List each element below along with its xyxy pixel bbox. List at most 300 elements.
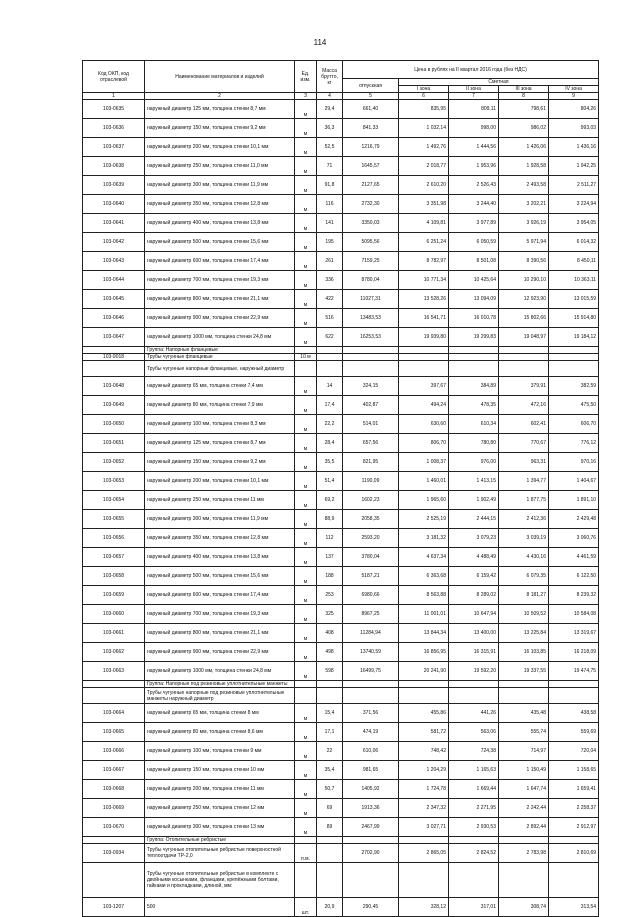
row-zone3-price: 8 181,27 [499, 586, 549, 605]
row-release-price: 661,40 [343, 100, 399, 119]
table-row [83, 723, 599, 742]
row-zone2-price: 3 244,40 [449, 195, 499, 214]
row-zone3-price: 16 103,85 [499, 643, 549, 662]
row-name: наружный диаметр 100 мм, толщина стенки 8,3 мм [145, 415, 295, 434]
row-code: 103-0668 [83, 780, 145, 799]
row-mass: 516 [317, 309, 343, 328]
row-unit: п.м. [295, 844, 317, 863]
row-release-price: 16253,53 [343, 328, 399, 347]
row-mass: 89 [317, 818, 343, 837]
empty-cell [343, 354, 399, 361]
table-row [83, 138, 599, 157]
row-zone3-price: 1 877,75 [499, 491, 549, 510]
row-zone2-price: 976,00 [449, 453, 499, 472]
header-unit: Ед. изм. [295, 61, 317, 93]
row-name: наружный диаметр 700 мм, толщина стенки 19,3 мм [145, 271, 295, 290]
row-zone2-price: 2 444,15 [449, 510, 499, 529]
row-code: 103-0651 [83, 434, 145, 453]
empty-cell [399, 863, 449, 898]
row-zone2-price: 563,06 [449, 723, 499, 742]
row-zone3-price: 3 039,19 [499, 529, 549, 548]
row-zone2-price: 13 094,09 [449, 290, 499, 309]
row-code: 103-0669 [83, 799, 145, 818]
row-zone1-price: 2 610,20 [399, 176, 449, 195]
row-zone4-price: 993,03 [549, 119, 599, 138]
group-row [83, 681, 599, 688]
row-name: наружный диаметр 500 мм, толщина стенки 15,6 мм [145, 567, 295, 586]
row-name: наружный диаметр 150 мм, толщина стенки 9,2 мм [145, 453, 295, 472]
empty-cell [83, 863, 145, 898]
table-body [83, 61, 599, 917]
row-description: Трубы чугунные напорные под резиновые уплотнительные манжеты наружный диаметр [145, 688, 295, 704]
table-row [83, 548, 599, 567]
row-name: наружный диаметр 800 мм, толщина стенки 21,1 мм [145, 290, 295, 309]
row-zone2-price: 1 413,15 [449, 472, 499, 491]
row-mass: 137 [317, 548, 343, 567]
row-code: 103-0644 [83, 271, 145, 290]
row-zone3-price: 12 923,90 [499, 290, 549, 309]
row-release-price: 6980,66 [343, 586, 399, 605]
empty-cell [499, 354, 549, 361]
table-row [83, 157, 599, 176]
row-name: наружный диаметр 400 мм, толщина стенки 13,8 мм [145, 214, 295, 233]
row-zone1-price: 4 109,81 [399, 214, 449, 233]
row-unit: м [295, 643, 317, 662]
row-unit: м [295, 662, 317, 681]
row-zone1-price: 748,42 [399, 742, 449, 761]
row-code: 103-0635 [83, 100, 145, 119]
empty-cell [549, 361, 599, 377]
row-zone1-price: 2 525,19 [399, 510, 449, 529]
table-row [83, 844, 599, 863]
table-row [83, 742, 599, 761]
header-zone-1: I зона [399, 86, 449, 93]
row-release-price: 290,45 [343, 898, 399, 917]
table-row [83, 472, 599, 491]
row-release-price: 2593,20 [343, 529, 399, 548]
row-zone1-price: 1 008,37 [399, 453, 449, 472]
row-code: 103-0637 [83, 138, 145, 157]
header-zone-3: III зона [499, 86, 549, 93]
row-zone4-price: 19 474,75 [549, 662, 599, 681]
row-release-price: 5187,21 [343, 567, 399, 586]
row-code: 103-0934 [83, 844, 145, 863]
row-code: 103-0646 [83, 309, 145, 328]
row-zone3-price: 555,74 [499, 723, 549, 742]
row-unit: м [295, 100, 317, 119]
row-zone4-price: 2 511,27 [549, 176, 599, 195]
row-zone4-price: 1 942,25 [549, 157, 599, 176]
row-code: 103-0648 [83, 377, 145, 396]
row-zone2-price: 19 592,20 [449, 662, 499, 681]
row-mass: 141 [317, 214, 343, 233]
empty-cell [449, 354, 499, 361]
row-mass: 20,9 [317, 898, 343, 917]
row-zone4-price: 3 060,76 [549, 529, 599, 548]
row-zone4-price: 382,59 [549, 377, 599, 396]
row-zone4-price: 6 122,50 [549, 567, 599, 586]
row-mass: 36,3 [317, 119, 343, 138]
description-row [83, 688, 599, 704]
row-zone1-price: 1 460,01 [399, 472, 449, 491]
row-zone3-price: 19 048,97 [499, 328, 549, 347]
row-mass: 69,2 [317, 491, 343, 510]
row-release-price: 13483,53 [343, 309, 399, 328]
row-zone2-price: 610,34 [449, 415, 499, 434]
table-row [83, 605, 599, 624]
row-code: 103-0664 [83, 704, 145, 723]
row-zone3-price: 770,67 [499, 434, 549, 453]
row-zone2-price: 6 159,42 [449, 567, 499, 586]
row-release-price: 474,19 [343, 723, 399, 742]
row-zone1-price: 2 018,77 [399, 157, 449, 176]
table-row [83, 529, 599, 548]
row-release-price: 2467,99 [343, 818, 399, 837]
table-row [83, 415, 599, 434]
row-zone1-price: 2 865,05 [399, 844, 449, 863]
row-zone4-price: 1 436,16 [549, 138, 599, 157]
row-unit: м [295, 252, 317, 271]
row-mass: 598 [317, 662, 343, 681]
row-unit: м [295, 214, 317, 233]
row-zone2-price: 10 425,64 [449, 271, 499, 290]
empty-cell [499, 688, 549, 704]
row-zone4-price: 15 914,80 [549, 309, 599, 328]
row-name: наружный диаметр 700 мм, толщина стенки 19,3 мм [145, 605, 295, 624]
row-mass [317, 844, 343, 863]
row-code: 103-0650 [83, 415, 145, 434]
row-name: наружный диаметр 250 мм, толщина стенки 12 мм [145, 799, 295, 818]
table-row [83, 434, 599, 453]
row-mass: 50,7 [317, 780, 343, 799]
row-unit: м [295, 548, 317, 567]
row-unit: м [295, 723, 317, 742]
row-release-price: 11027,31 [343, 290, 399, 309]
row-code: 103-9018 [83, 354, 145, 361]
row-zone4-price: 776,12 [549, 434, 599, 453]
empty-cell [499, 837, 549, 844]
row-name: наружный диаметр 250 мм, толщина стенки 11,0 мм [145, 157, 295, 176]
row-release-price: 5095,56 [343, 233, 399, 252]
row-unit: 10 м [295, 354, 317, 361]
row-zone1-price: 2 347,32 [399, 799, 449, 818]
row-mass: 69 [317, 799, 343, 818]
row-release-price: 1913,36 [343, 799, 399, 818]
empty-cell [317, 688, 343, 704]
row-release-price: 2127,65 [343, 176, 399, 195]
row-zone4-price: 1 891,10 [549, 491, 599, 510]
row-code: 103-0654 [83, 491, 145, 510]
header-zone-4: IV зона [549, 86, 599, 93]
row-zone1-price: 1 492,76 [399, 138, 449, 157]
table-row [83, 100, 599, 119]
col-number: 6 [399, 93, 449, 100]
row-code: 103-0657 [83, 548, 145, 567]
row-mass: 71 [317, 157, 343, 176]
table-row [83, 271, 599, 290]
row-zone1-price: 16 856,95 [399, 643, 449, 662]
row-mass: 325 [317, 605, 343, 624]
row-unit: м [295, 309, 317, 328]
row-zone2-price: 2 526,43 [449, 176, 499, 195]
row-mass: 622 [317, 328, 343, 347]
row-zone3-price: 379,91 [499, 377, 549, 396]
row-name: наружный диаметр 900 мм, толщина стенки 22,9 мм [145, 309, 295, 328]
row-zone4-price: 2 258,37 [549, 799, 599, 818]
header-zone-2: II зона [449, 86, 499, 93]
empty-cell [295, 688, 317, 704]
row-name: наружный диаметр 300 мм, толщина стенки 11,9 мм [145, 510, 295, 529]
row-zone2-price: 1 669,44 [449, 780, 499, 799]
row-release-price: 841,33 [343, 119, 399, 138]
row-zone2-price: 998,00 [449, 119, 499, 138]
row-release-price: 1216,79 [343, 138, 399, 157]
row-release-price: 402,87 [343, 396, 399, 415]
empty-cell [83, 688, 145, 704]
row-zone2-price: 8 501,08 [449, 252, 499, 271]
empty-cell [449, 863, 499, 898]
row-mass: 15,4 [317, 704, 343, 723]
row-zone1-price: 328,12 [399, 898, 449, 917]
table-row [83, 898, 599, 917]
row-zone4-price: 3 954,05 [549, 214, 599, 233]
row-release-price: 324,15 [343, 377, 399, 396]
empty-cell [449, 681, 499, 688]
empty-cell [317, 347, 343, 354]
header-mass: Масса брутто, кг [317, 61, 343, 93]
row-zone2-price: 478,35 [449, 396, 499, 415]
row-zone1-price: 11 001,01 [399, 605, 449, 624]
row-unit: м [295, 529, 317, 548]
row-zone3-price: 986,02 [499, 119, 549, 138]
empty-cell [343, 863, 399, 898]
row-zone2-price: 13 400,00 [449, 624, 499, 643]
row-zone4-price: 13 015,59 [549, 290, 599, 309]
row-code: 103-1207 [83, 898, 145, 917]
row-zone1-price: 13 528,26 [399, 290, 449, 309]
row-zone4-price: 10 363,11 [549, 271, 599, 290]
row-zone2-price: 6 050,59 [449, 233, 499, 252]
row-mass: 29,4 [317, 100, 343, 119]
row-release-price: 8967,25 [343, 605, 399, 624]
empty-cell [449, 688, 499, 704]
row-zone1-price: 6 251,24 [399, 233, 449, 252]
col-number: 4 [317, 93, 343, 100]
row-unit: м [295, 434, 317, 453]
empty-cell [295, 863, 317, 898]
row-zone3-price: 1 394,77 [499, 472, 549, 491]
row-zone1-price: 4 637,34 [399, 548, 449, 567]
row-mass: 51,4 [317, 472, 343, 491]
empty-cell [317, 354, 343, 361]
row-zone2-price: 317,01 [449, 898, 499, 917]
row-zone1-price: 10 771,34 [399, 271, 449, 290]
row-mass: 28,4 [317, 434, 343, 453]
table-row [83, 195, 599, 214]
row-mass: 498 [317, 643, 343, 662]
row-mass: 17,4 [317, 396, 343, 415]
subhead-row [83, 354, 599, 361]
row-unit: м [295, 195, 317, 214]
table-row [83, 119, 599, 138]
row-code: 103-0666 [83, 742, 145, 761]
empty-cell [295, 347, 317, 354]
row-code: 103-0638 [83, 157, 145, 176]
row-zone2-price: 809,11 [449, 100, 499, 119]
table-row [83, 704, 599, 723]
row-zone4-price: 4 461,59 [549, 548, 599, 567]
row-unit: м [295, 780, 317, 799]
empty-cell [295, 361, 317, 377]
row-name: наружный диаметр 300 мм, толщина стенки 13 мм [145, 818, 295, 837]
row-zone3-price: 3 202,21 [499, 195, 549, 214]
row-zone1-price: 494,24 [399, 396, 449, 415]
col-number: 2 [145, 93, 295, 100]
row-zone4-price: 3 224,94 [549, 195, 599, 214]
row-zone3-price: 15 802,66 [499, 309, 549, 328]
row-zone2-price: 780,80 [449, 434, 499, 453]
row-unit: м [295, 742, 317, 761]
row-name: наружный диаметр 400 мм, толщина стенки 13,8 мм [145, 548, 295, 567]
description-row [83, 863, 599, 898]
row-code: 103-0641 [83, 214, 145, 233]
row-zone1-price: 630,60 [399, 415, 449, 434]
table-row [83, 328, 599, 347]
empty-cell [449, 347, 499, 354]
empty-cell [399, 354, 449, 361]
row-name: наружный диаметр 600 мм, толщина стенки 17,4 мм [145, 252, 295, 271]
row-mass: 91,8 [317, 176, 343, 195]
row-zone1-price: 6 363,68 [399, 567, 449, 586]
empty-cell [399, 688, 449, 704]
row-code: 103-0660 [83, 605, 145, 624]
row-zone1-price: 13 844,34 [399, 624, 449, 643]
row-zone1-price: 1 204,29 [399, 761, 449, 780]
row-unit: м [295, 328, 317, 347]
row-release-price: 13740,59 [343, 643, 399, 662]
row-code: 103-0639 [83, 176, 145, 195]
empty-cell [449, 837, 499, 844]
row-mass: 195 [317, 233, 343, 252]
row-name: наружный диаметр 900 мм, толщина стенки 22,9 мм [145, 643, 295, 662]
row-name: наружный диаметр 200 мм, толщина стенки 11 мм [145, 780, 295, 799]
row-zone3-price: 963,31 [499, 453, 549, 472]
empty-cell [399, 681, 449, 688]
row-zone4-price: 970,16 [549, 453, 599, 472]
header-estimate: Сметная [399, 79, 599, 86]
row-unit: м [295, 415, 317, 434]
row-unit: м [295, 586, 317, 605]
row-unit: м [295, 271, 317, 290]
group-label: Группа: Напорные фланцевые [145, 347, 295, 354]
row-zone4-price: 8 450,11 [549, 252, 599, 271]
row-code: 103-0642 [83, 233, 145, 252]
table-row [83, 453, 599, 472]
empty-cell [317, 681, 343, 688]
table-row [83, 176, 599, 195]
row-name: наружный диаметр 600 мм, толщина стенки 17,4 мм [145, 586, 295, 605]
row-zone2-price: 2 271,95 [449, 799, 499, 818]
row-mass: 261 [317, 252, 343, 271]
row-release-price: 1602,23 [343, 491, 399, 510]
row-zone3-price: 6 079,35 [499, 567, 549, 586]
row-code: 103-0663 [83, 662, 145, 681]
row-release-price: 3780,04 [343, 548, 399, 567]
row-mass: 112 [317, 529, 343, 548]
row-zone4-price: 804,26 [549, 100, 599, 119]
row-zone4-price: 475,50 [549, 396, 599, 415]
row-mass: 22,2 [317, 415, 343, 434]
empty-cell [499, 347, 549, 354]
empty-cell [317, 863, 343, 898]
row-code: 103-0661 [83, 624, 145, 643]
row-unit: м [295, 290, 317, 309]
row-zone3-price: 472,16 [499, 396, 549, 415]
row-mass: 35,5 [317, 453, 343, 472]
empty-cell [549, 837, 599, 844]
row-description: Трубы чугунные напорные фланцевые, наружный диаметр [145, 361, 295, 377]
row-mass: 14 [317, 377, 343, 396]
table-row [83, 309, 599, 328]
row-zone2-price: 724,38 [449, 742, 499, 761]
table-row [83, 567, 599, 586]
table-row [83, 761, 599, 780]
empty-cell [549, 347, 599, 354]
row-zone1-price: 19 939,80 [399, 328, 449, 347]
row-name: наружный диаметр 350 мм, толщина стенки 12,8 мм [145, 529, 295, 548]
row-mass: 116 [317, 195, 343, 214]
row-release-price: 657,56 [343, 434, 399, 453]
col-number: 9 [549, 93, 599, 100]
row-code: 103-0653 [83, 472, 145, 491]
row-code: 103-0662 [83, 643, 145, 662]
col-number: 3 [295, 93, 317, 100]
row-unit: м [295, 704, 317, 723]
row-zone3-price: 714,97 [499, 742, 549, 761]
table-row [83, 491, 599, 510]
row-unit: м [295, 138, 317, 157]
row-zone3-price: 2 783,98 [499, 844, 549, 863]
empty-cell [343, 837, 399, 844]
header-release: отпускная [343, 79, 399, 93]
row-name: наружный диаметр 200 мм, толщина стенки 10,1 мм [145, 138, 295, 157]
row-code: 103-0658 [83, 567, 145, 586]
row-unit: м [295, 157, 317, 176]
row-zone1-price: 581,72 [399, 723, 449, 742]
col-number: 7 [449, 93, 499, 100]
row-release-price: 610,06 [343, 742, 399, 761]
row-zone2-price: 16 010,78 [449, 309, 499, 328]
group-label: Группа: Отопительные ребристые [145, 837, 295, 844]
row-unit: м [295, 453, 317, 472]
row-release-price: 981,65 [343, 761, 399, 780]
row-name: наружный диаметр 800 мм, толщина стенки 21,1 мм [145, 624, 295, 643]
row-mass: 88,9 [317, 510, 343, 529]
row-mass: 188 [317, 567, 343, 586]
table-row [83, 586, 599, 605]
row-zone2-price: 4 488,49 [449, 548, 499, 567]
row-unit: м [295, 176, 317, 195]
row-name: наружный диаметр 1000 мм, толщина стенки 24,8 мм [145, 662, 295, 681]
row-name: наружный диаметр 80 мм, толщина стенки 8,6 мм [145, 723, 295, 742]
header-price-title: Цена в рублях на II квартал 2016 года (без НДС) [343, 61, 599, 79]
description-row [83, 361, 599, 377]
row-zone1-price: 835,95 [399, 100, 449, 119]
row-zone1-price: 3 351,98 [399, 195, 449, 214]
empty-cell [549, 688, 599, 704]
empty-cell [499, 863, 549, 898]
row-zone2-price: 19 299,83 [449, 328, 499, 347]
